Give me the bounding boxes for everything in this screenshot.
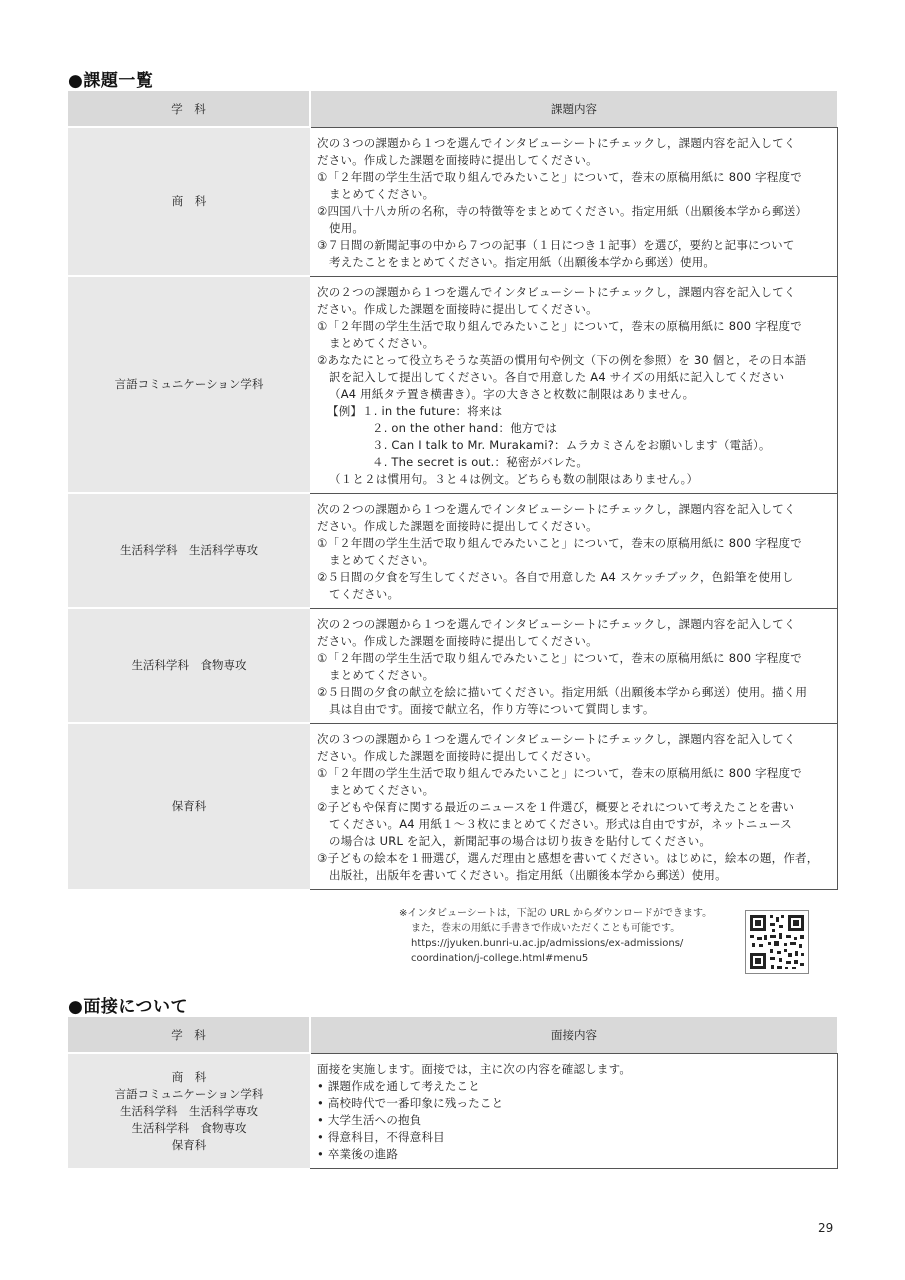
- content-cell: [310, 608, 837, 723]
- table-header-row: [68, 1017, 837, 1053]
- content-line: てください。A4 用紙１～３枚にまとめてください。形式は自由ですが，ネットニュース: [329, 816, 792, 831]
- content-line: ①「２年間の学生生活で取り組んでみたいこと」について，巻末の原稿用紙に 800 字程度で: [317, 318, 802, 333]
- bullet-item: • 卒業後の進路: [317, 1146, 399, 1161]
- qr-code-icon[interactable]: [745, 910, 809, 974]
- content-line: 具は自由です。面接で献立名，作り方等について質問します。: [329, 701, 655, 716]
- content-line: 次の３つの課題から１つを選んでインタビューシートにチェックし，課題内容を記入してく: [317, 731, 796, 746]
- content-line: ③子どもの絵本を１冊選び，選んだ理由と感想を書いてください。はじめに，絵本の題，作者，: [317, 850, 819, 865]
- bullet-item: • 課題作成を通して考えたこと: [317, 1078, 480, 1093]
- content-line: てください。: [329, 586, 400, 601]
- bullet-item: • 高校時代で一番印象に残ったこと: [317, 1095, 504, 1110]
- content-line: ださい。作成した課題を面接時に提出してください。: [317, 518, 598, 533]
- content-line: （１と２は慣用句。３と４は例文。どちらも数の制限はありません。）: [329, 471, 699, 486]
- example-line: ３. Can I talk to Mr. Murakami?：ムラカミさんをお願いします（電話）。: [372, 437, 771, 452]
- content-line: 使用。: [329, 220, 365, 235]
- content-line: ②５日間の夕食の献立を絵に描いてください。指定用紙（出願後本学から郵送）使用。描く用: [317, 684, 808, 699]
- table-row: [68, 276, 837, 493]
- content-line: 考えたことをまとめてください。指定用紙（出願後本学から郵送）使用。: [329, 254, 716, 269]
- content-line: まとめてください。: [329, 186, 435, 201]
- header-dept: 学 科: [68, 1017, 310, 1053]
- section-title-interview: ●面接について: [68, 997, 188, 1017]
- content-line: 面接を実施します。面接では，主に次の内容を確認します。: [317, 1061, 632, 1076]
- content-line: 次の２つの課題から１つを選んでインタビューシートにチェックし，課題内容を記入してく: [317, 284, 796, 299]
- content-line: 次の３つの課題から１つを選んでインタビューシートにチェックし，課題内容を記入してく: [317, 135, 796, 150]
- content-cell: [310, 723, 837, 889]
- content-line: ①「２年間の学生生活で取り組んでみたいこと」について，巻末の原稿用紙に 800 字程度で: [317, 650, 802, 665]
- note-line: また，巻末の用紙に手書きで作成いただくことも可能です。: [411, 923, 681, 934]
- dept-name: 言語コミュニケーション学科: [114, 377, 264, 391]
- content-line: ②あなたにとって役立ちそうな英語の慣用句や例文（下の例を参照）を 30 個と，その日本語: [317, 352, 807, 367]
- content-line: 出版社，出版年を書いてください。指定用紙（出願後本学から郵送）使用。: [329, 867, 727, 882]
- header-content: 面接内容: [310, 1017, 837, 1053]
- content-line: ①「２年間の学生生活で取り組んでみたいこと」について，巻末の原稿用紙に 800 字程度で: [317, 535, 802, 550]
- dept-name: 言語コミュニケーション学科: [114, 1086, 264, 1101]
- content-line: まとめてください。: [329, 667, 435, 682]
- content-line: 次の２つの課題から１つを選んでインタビューシートにチェックし，課題内容を記入してく: [317, 616, 796, 631]
- example-line: 【例】１. in the future：将来は: [327, 403, 503, 418]
- content-line: ださい。作成した課題を面接時に提出してください。: [317, 152, 598, 167]
- dept-cell: [68, 276, 310, 493]
- dept-name: 保育科: [171, 799, 207, 813]
- dept-name: 生活科学科 食物専攻: [131, 658, 247, 672]
- dept-cell: [68, 127, 310, 276]
- content-cell: [310, 127, 837, 276]
- dept-cell: [68, 608, 310, 723]
- table-row: [68, 723, 837, 889]
- content-line: ②子どもや保育に関する最近のニュースを１件選び，概要とそれについて考えたことを書い: [317, 799, 795, 814]
- example-line: ２. on the other hand：他方では: [372, 420, 558, 435]
- note-url-line: coordination/j-college.html#menu5: [411, 953, 589, 964]
- dept-name: 生活科学科 食物専攻: [131, 1120, 247, 1135]
- table-header-row: [68, 91, 837, 127]
- content-line: の場合は URL を記入，新聞記事の場合は切り抜きを貼付してください。: [329, 833, 712, 848]
- content-line: ②四国八十八カ所の名称，寺の特徴等をまとめてください。指定用紙（出願後本学から郵送）: [317, 203, 808, 218]
- interview-table: [68, 1017, 838, 1169]
- dept-name: 生活科学科 生活科学専攻: [120, 1103, 258, 1118]
- content-line: 次の２つの課題から１つを選んでインタビューシートにチェックし，課題内容を記入してく: [317, 501, 796, 516]
- section-title-assignments: ●課題一覧: [68, 71, 154, 91]
- table-row: [68, 1053, 837, 1168]
- assignments-table: [68, 91, 838, 890]
- bullet-item: • 大学生活への抱負: [317, 1112, 422, 1127]
- content-line: まとめてください。: [329, 335, 435, 350]
- header-content: 課題内容: [310, 91, 837, 127]
- dept-cell: [68, 1053, 310, 1168]
- content-line: まとめてください。: [329, 782, 435, 797]
- bullet-item: • 得意科目，不得意科目: [317, 1129, 445, 1144]
- dept-name: 商 科: [171, 1069, 207, 1084]
- content-line: ださい。作成した課題を面接時に提出してください。: [317, 301, 598, 316]
- dept-name: 保育科: [171, 1137, 207, 1152]
- content-cell: [310, 276, 837, 493]
- dept-cell: [68, 493, 310, 608]
- content-line: 訳を記入して提出してください。各自で用意した A4 サイズの用紙に記入してください: [329, 369, 785, 384]
- example-line: ４. The secret is out.：秘密がバレた。: [372, 454, 589, 469]
- content-cell: [310, 493, 837, 608]
- content-line: ③７日間の新聞記事の中から７つの記事（１日につき１記事）を選び，要約と記事について: [317, 237, 795, 252]
- dept-name: 生活科学科 生活科学専攻: [120, 543, 258, 557]
- content-line: ①「２年間の学生生活で取り組んでみたいこと」について，巻末の原稿用紙に 800 字程度で: [317, 765, 802, 780]
- content-line: ださい。作成した課題を面接時に提出してください。: [317, 633, 598, 648]
- table-row: [68, 127, 837, 276]
- content-line: （A4 用紙タテ置き横書き）。字の大きさと枚数に制限はありません。: [329, 386, 695, 401]
- page-number: 29: [818, 1221, 834, 1235]
- header-dept: 学 科: [68, 91, 310, 127]
- note-url-line: https://jyuken.bunri-u.ac.jp/admissions/ex-admissions/: [411, 938, 684, 949]
- content-line: まとめてください。: [329, 552, 435, 567]
- dept-cell: [68, 723, 310, 889]
- table-row: [68, 608, 837, 723]
- content-line: ださい。作成した課題を面接時に提出してください。: [317, 748, 598, 763]
- dept-name: 商 科: [171, 194, 207, 208]
- content-cell: [310, 1053, 837, 1168]
- note-line: ※インタビューシートは，下記の URL からダウンロードができます。: [399, 908, 713, 919]
- table-row: [68, 493, 837, 608]
- content-line: ①「２年間の学生生活で取り組んでみたいこと」について，巻末の原稿用紙に 800 字程度で: [317, 169, 802, 184]
- interview-sheet-note: [399, 906, 739, 966]
- content-line: ②５日間の夕食を写生してください。各自で用意した A4 スケッチブック，色鉛筆を使用し: [317, 569, 794, 584]
